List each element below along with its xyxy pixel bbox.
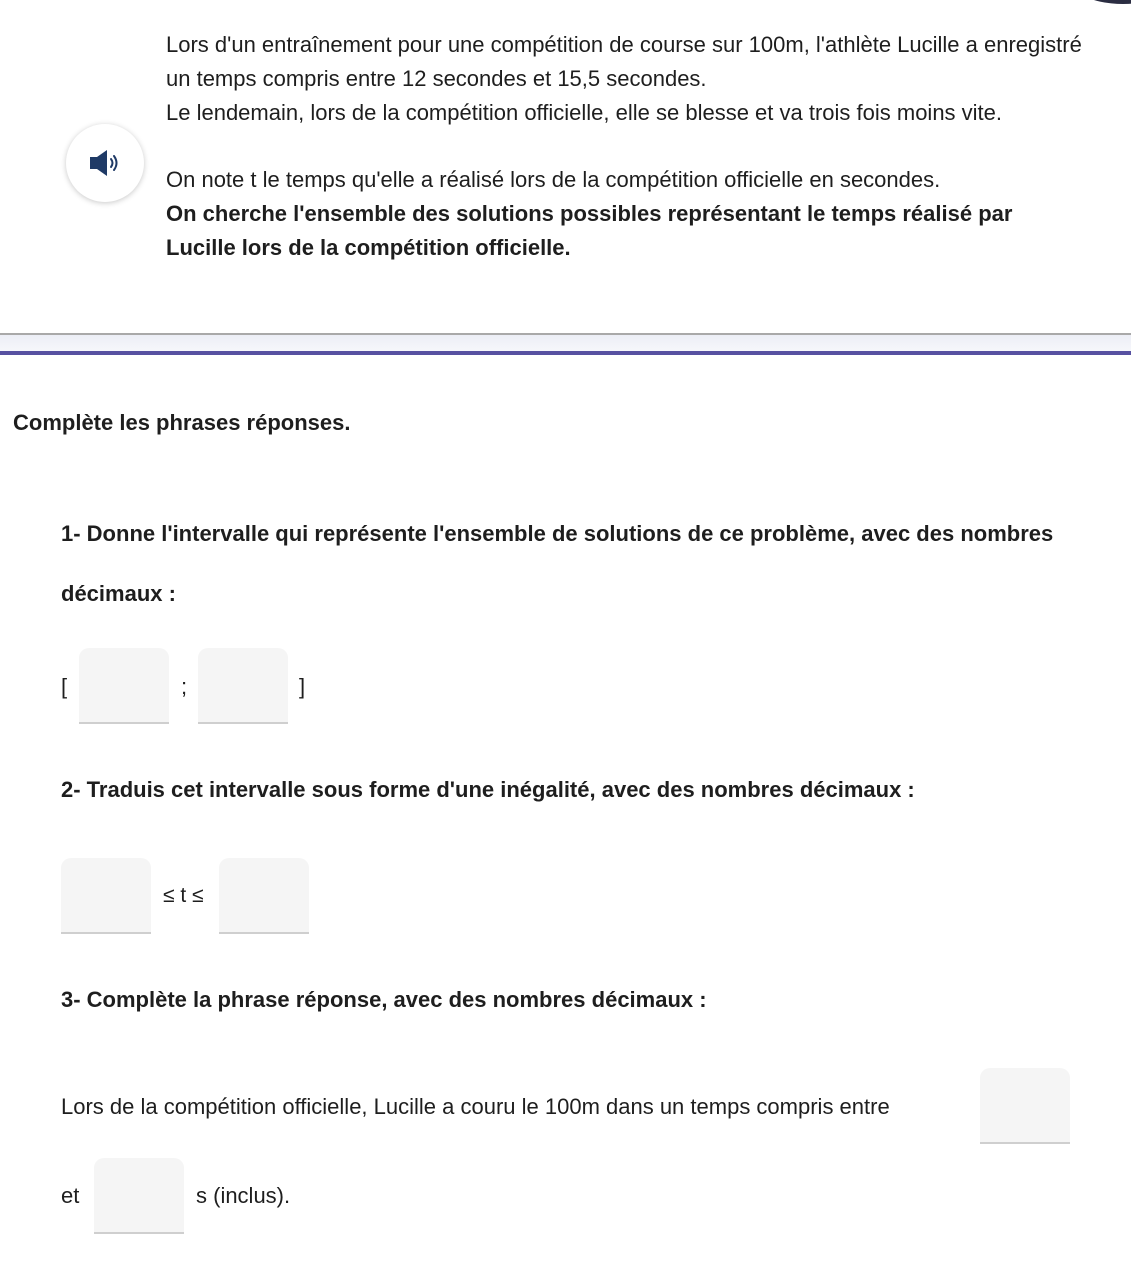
question-1-text: 1- Donne l'intervalle qui représente l'ensemble de solutions de ce problème, avec des nombres décimaux :	[61, 521, 1054, 606]
section-divider	[0, 333, 1131, 357]
problem-statement	[166, 28, 1086, 265]
speaker-icon	[88, 149, 122, 177]
sentence-lower-time-input[interactable]	[980, 1068, 1070, 1144]
question-2-text: 2- Traduis cet intervalle sous forme d'une inégalité, avec des nombres décimaux :	[61, 777, 915, 802]
statement-line-1: Lors d'un entraînement pour une compétition de course sur 100m, l'athlète Lucille a enregistré un temps compris entre 12 secondes et 15,5 secondes.	[166, 32, 1082, 91]
sentence-upper-time-input[interactable]	[94, 1158, 184, 1234]
instruction-heading: Complète les phrases réponses.	[13, 410, 351, 435]
statement-line-3: On note t le temps qu'elle a réalisé lors de la compétition officielle en secondes.	[166, 167, 941, 192]
answer-sentence-start: Lors de la compétition officielle, Lucille a couru le 100m dans un temps compris entre	[61, 1094, 890, 1119]
inequality-lower-input[interactable]	[61, 858, 151, 934]
inequality-symbol: ≤ t ≤	[163, 884, 204, 907]
question-3-text: 3- Complète la phrase réponse, avec des nombres décimaux :	[61, 987, 707, 1012]
answer-sentence-end: s (inclus).	[196, 1183, 291, 1208]
interval-close-bracket: ]	[299, 674, 306, 699]
statement-question: On cherche l'ensemble des solutions possibles représentant le temps réalisé par Lucille lors de la compétition officielle.	[166, 201, 1013, 260]
audio-play-button[interactable]	[66, 124, 144, 202]
inequality-upper-input[interactable]	[219, 858, 309, 934]
interval-upper-bound-input[interactable]	[198, 648, 288, 724]
interval-open-bracket: [	[61, 674, 68, 699]
statement-line-2: Le lendemain, lors de la compétition officielle, elle se blesse et va trois fois moins vite.	[166, 100, 1003, 125]
answer-sentence-middle: et	[61, 1183, 80, 1208]
interval-lower-bound-input[interactable]	[79, 648, 169, 724]
corner-decoration	[1063, 0, 1131, 4]
interval-separator: ;	[181, 674, 188, 699]
